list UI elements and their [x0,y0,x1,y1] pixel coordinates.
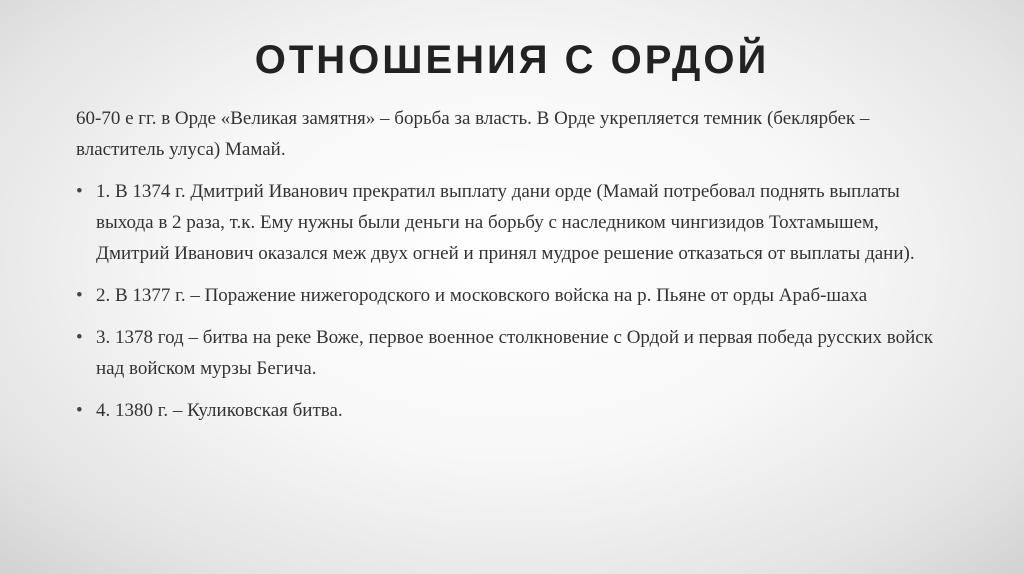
bullet-text: 3. 1378 год – битва на реке Воже, первое военное столкновение с Ордой и первая победа русских войск над войском мурзы Бегича. [96,327,933,379]
bullet-item-4 [76,395,956,426]
slide-content [76,103,956,437]
intro-paragraph: 60-70 е гг. в Орде «Великая замятня» – борьба за власть. В Орде укрепляется темник (беклярбек – властитель улуса) Мамай. [76,108,870,160]
bullet-text: 2. В 1377 г. – Поражение нижегородского и московского войска на р. Пьяне от орды Араб-шаха [96,285,868,306]
bullet-icon: • [76,400,83,421]
bullet-icon: • [76,285,83,306]
bullet-item-2 [76,280,956,311]
bullet-item-3 [76,322,956,384]
bullet-text: 1. В 1374 г. Дмитрий Иванович прекратил выплату дани орде (Мамай потребовал поднять выплаты выхода в 2 раза, т.к. Ему нужны были деньги на борьбу с наследником чингизидов Тохтамышем, Дмитрий Иванович оказался меж двух огней и принял мудрое решение отказаться от выплаты дани). [96,181,915,264]
bullet-icon: • [76,327,83,348]
bullet-icon: • [76,181,83,202]
bullet-text: 4. 1380 г. – Куликовская битва. [96,400,343,421]
bullet-item-1 [76,176,956,269]
slide-title: ОТНОШЕНИЯ С ОРДОЙ [254,38,770,82]
bullet-list [76,176,956,426]
